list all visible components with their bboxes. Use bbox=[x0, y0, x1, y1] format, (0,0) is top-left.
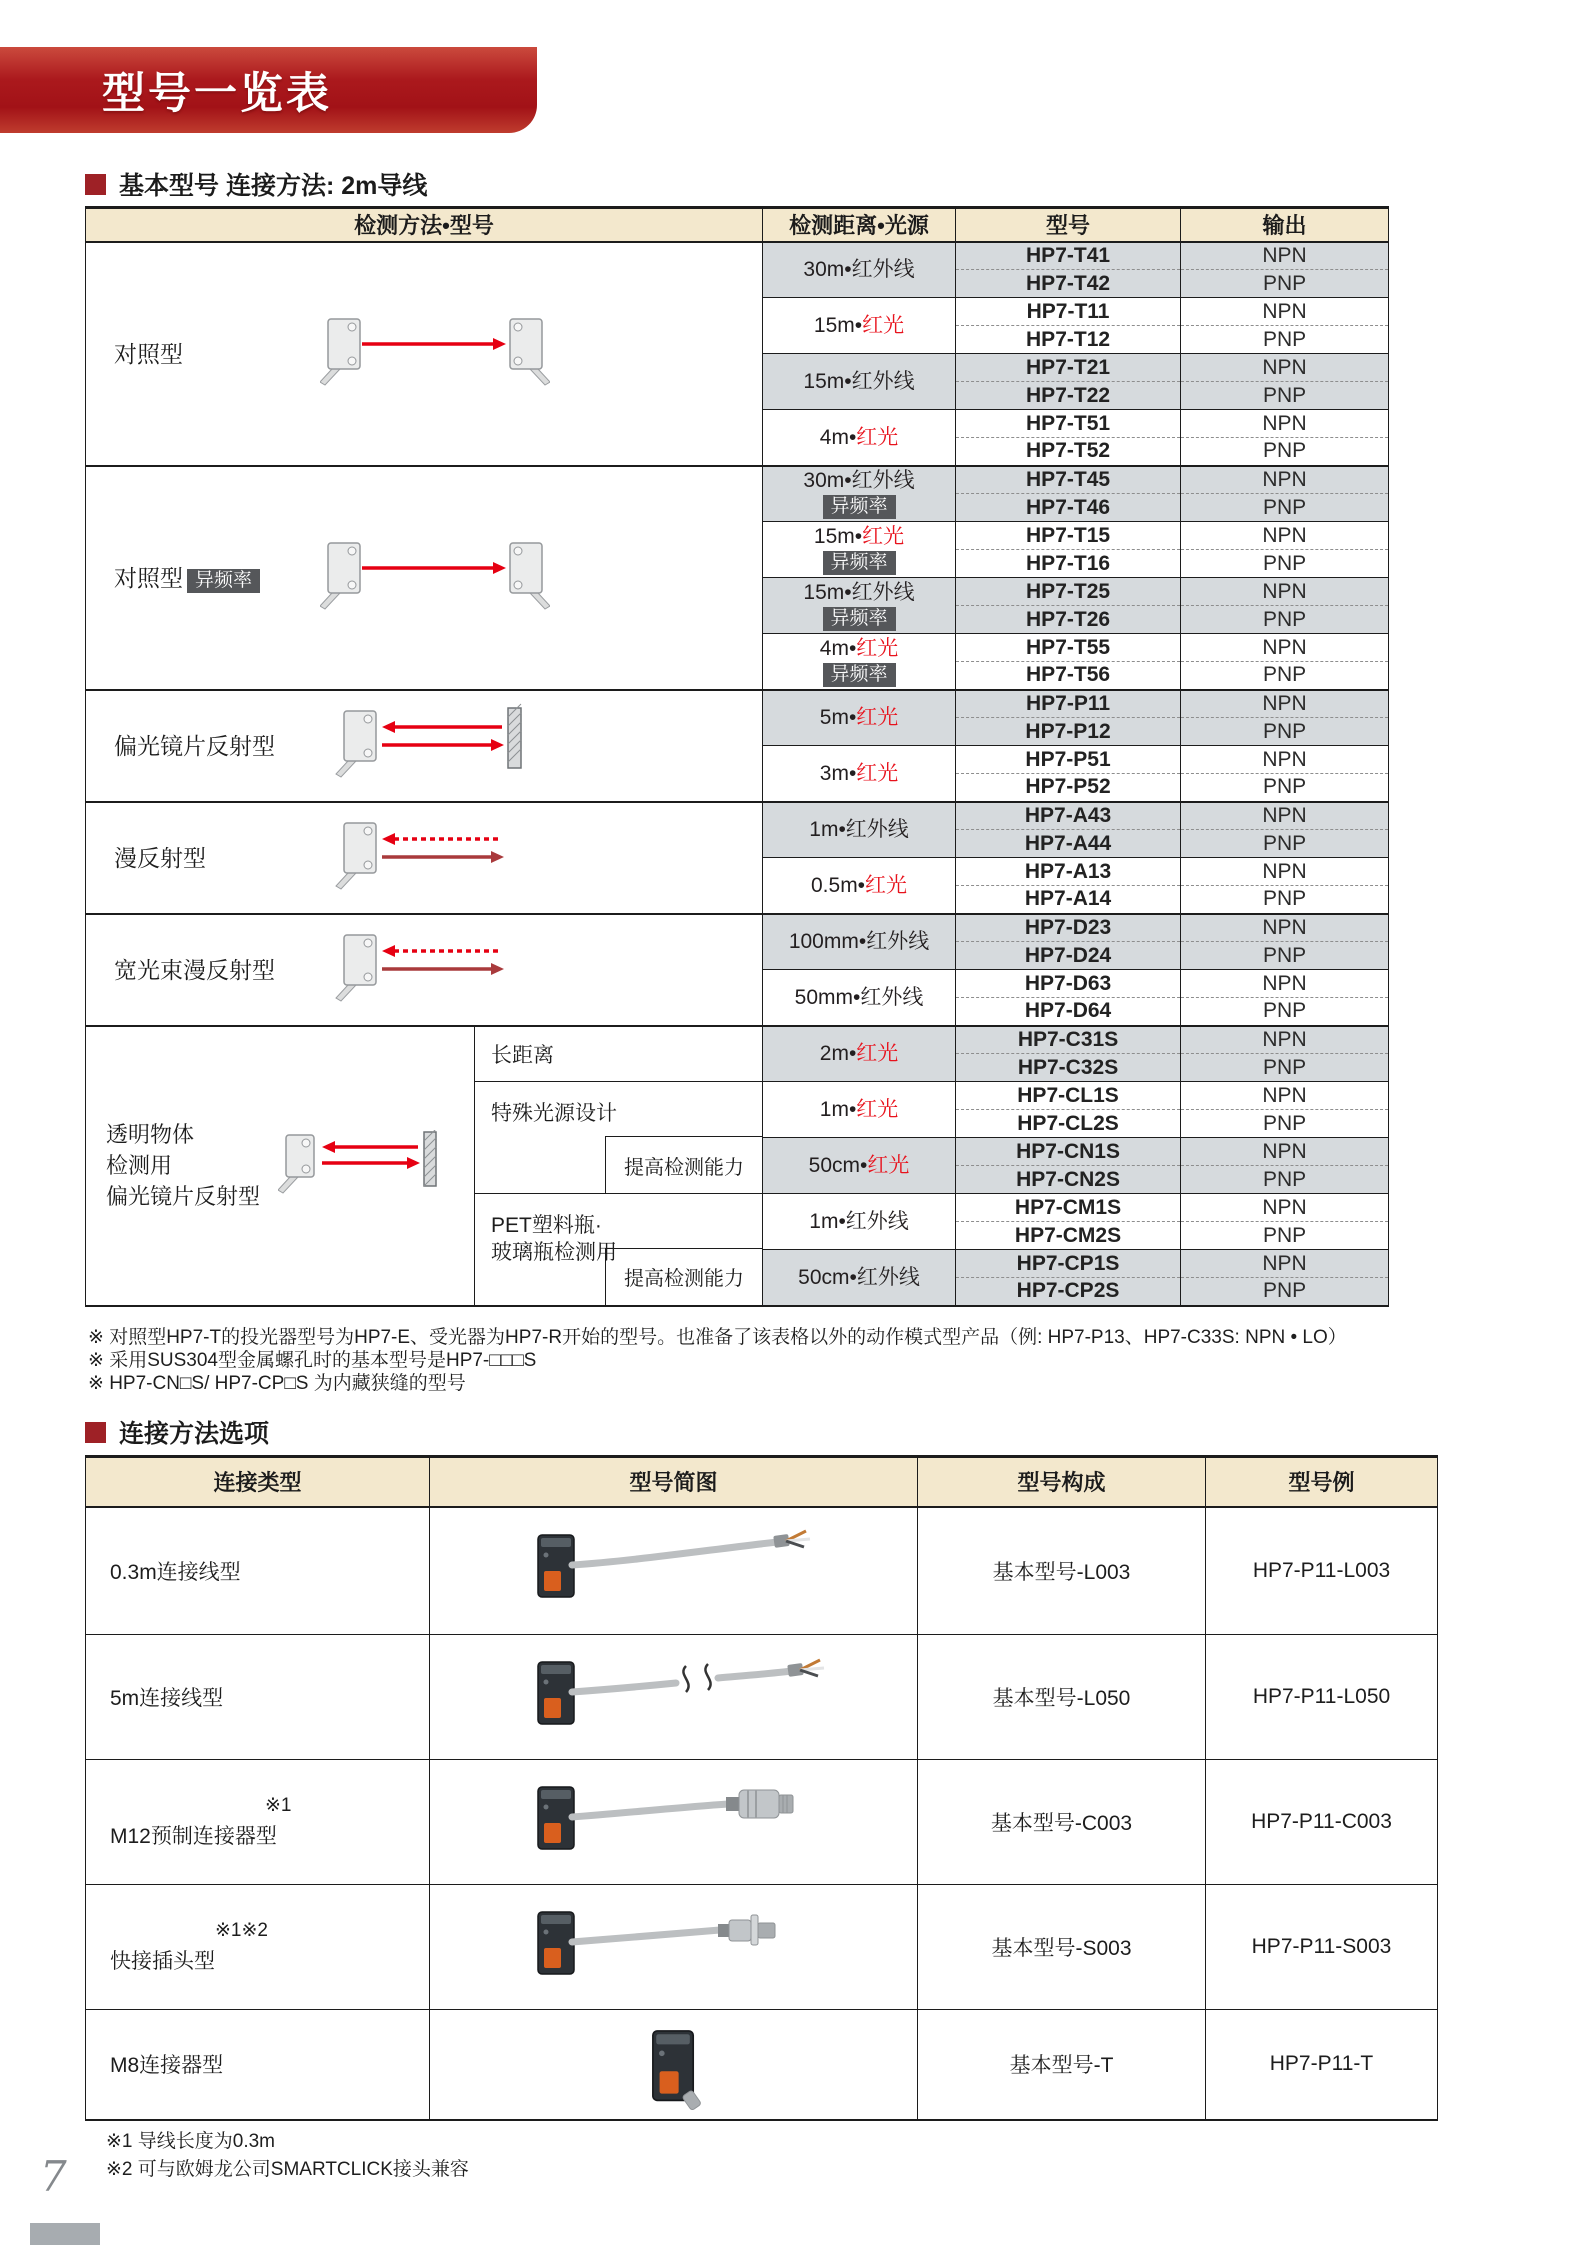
wire-ends bbox=[773, 1531, 810, 1548]
col-header-model: 型号 bbox=[956, 208, 1181, 242]
frequency-badge: 异频率 bbox=[823, 495, 896, 519]
model-cell: HP7-T42 bbox=[956, 270, 1181, 298]
retroreflective-diagram bbox=[320, 703, 550, 783]
connection-type-cell: ※1 M12预制连接器型 bbox=[86, 1760, 430, 1885]
model-cell: HP7-T46 bbox=[956, 494, 1181, 522]
through-beam-diagram bbox=[320, 311, 550, 391]
output-cell: NPN bbox=[1181, 746, 1389, 774]
connection-options-table bbox=[85, 1455, 1438, 2121]
output-cell: NPN bbox=[1181, 690, 1389, 718]
note-line: ※ 对照型HP7-T的投光器型号为HP7-E、受光器为HP7-R开始的型号。也准备了该表格以外的动作模式型产品（例: HP7-P13、HP7-C33S: NPN • LO） bbox=[88, 1327, 1347, 1348]
distance-cell: 2m•红光 bbox=[763, 1026, 956, 1082]
sensor-glyph bbox=[320, 543, 360, 609]
section-bullet-icon bbox=[85, 1422, 106, 1443]
table-row bbox=[86, 802, 1389, 830]
model-cell: HP7-T12 bbox=[956, 326, 1181, 354]
product-photo-m12 bbox=[514, 1771, 834, 1869]
output-cell: PNP bbox=[1181, 1222, 1389, 1250]
output-cell: PNP bbox=[1181, 550, 1389, 578]
model-cell: HP7-C31S bbox=[956, 1026, 1181, 1054]
reflector-glyph bbox=[424, 1130, 436, 1186]
table1-header-row bbox=[86, 208, 1389, 242]
connection-row bbox=[86, 1507, 1438, 1635]
distance-cell: 15m•红外线 异频率 bbox=[763, 578, 956, 634]
diffuse-diagram bbox=[320, 815, 550, 895]
table1-notes bbox=[88, 1326, 1347, 1395]
sensor-photo-body bbox=[538, 1787, 574, 1849]
connection-row bbox=[86, 2010, 1438, 2120]
distance-cell: 50mm•红外线 bbox=[763, 970, 956, 1026]
model-composition-cell: 基本型号-L050 bbox=[918, 1635, 1206, 1760]
method-cell: 透明物体 检测用 偏光镜片反射型 bbox=[86, 1026, 475, 1306]
distance-cell: 4m•红光 异频率 bbox=[763, 634, 956, 690]
model-diagram-cell bbox=[430, 1635, 918, 1760]
model-cell: HP7-A14 bbox=[956, 886, 1181, 914]
model-cell: HP7-T41 bbox=[956, 242, 1181, 270]
distance-cell: 15m•红光 bbox=[763, 298, 956, 354]
sensor-glyph bbox=[510, 543, 550, 609]
distance-cell: 0.5m•红光 bbox=[763, 858, 956, 914]
output-cell: NPN bbox=[1181, 410, 1389, 438]
output-cell: NPN bbox=[1181, 1082, 1389, 1110]
distance-cell: 1m•红外线 bbox=[763, 802, 956, 858]
col-header-output: 输出 bbox=[1181, 208, 1389, 242]
distance-cell: 50cm•红外线 bbox=[763, 1250, 956, 1306]
enhanced-capability-cell: 提高检测能力 bbox=[605, 1136, 762, 1193]
sensor-glyph bbox=[510, 319, 550, 385]
model-cell: HP7-T25 bbox=[956, 578, 1181, 606]
model-example-cell: HP7-P11-C003 bbox=[1206, 1760, 1438, 1885]
footnote-ref: ※1※2 bbox=[215, 1920, 268, 1941]
sensor-photo-body bbox=[652, 2031, 692, 2100]
product-photo-snap bbox=[514, 1896, 834, 1994]
connection-type-cell: 5m连接线型 bbox=[86, 1635, 430, 1760]
table2-header-row bbox=[86, 1457, 1438, 1507]
output-cell: PNP bbox=[1181, 270, 1389, 298]
page-banner bbox=[0, 47, 537, 133]
model-composition-cell: 基本型号-S003 bbox=[918, 1885, 1206, 2010]
model-cell: HP7-CM1S bbox=[956, 1194, 1181, 1222]
output-cell: NPN bbox=[1181, 1194, 1389, 1222]
output-cell: NPN bbox=[1181, 1138, 1389, 1166]
output-cell: PNP bbox=[1181, 942, 1389, 970]
model-diagram-cell bbox=[430, 1885, 918, 2010]
model-cell: HP7-C32S bbox=[956, 1054, 1181, 1082]
snap-connector bbox=[718, 1915, 775, 1945]
model-example-cell: HP7-P11-L050 bbox=[1206, 1635, 1438, 1760]
output-cell: NPN bbox=[1181, 298, 1389, 326]
output-cell: NPN bbox=[1181, 466, 1389, 494]
feature-cell: 长距离 bbox=[475, 1026, 763, 1082]
model-cell: HP7-CL2S bbox=[956, 1110, 1181, 1138]
table-row bbox=[86, 1026, 1389, 1054]
connection-row bbox=[86, 1760, 1438, 1885]
output-cell: NPN bbox=[1181, 858, 1389, 886]
method-cell: 漫反射型 bbox=[86, 802, 763, 914]
section-connection-options bbox=[85, 1414, 269, 1450]
model-cell: HP7-T51 bbox=[956, 410, 1181, 438]
sensor-photo-body bbox=[538, 1912, 574, 1974]
connection-row bbox=[86, 1885, 1438, 2010]
model-cell: HP7-CP2S bbox=[956, 1278, 1181, 1306]
output-cell: PNP bbox=[1181, 326, 1389, 354]
feature-cell: 特殊光源设计 提高检测能力 bbox=[475, 1082, 763, 1194]
frequency-badge: 异频率 bbox=[823, 663, 896, 687]
col-header-method: 检测方法•型号 bbox=[86, 208, 763, 242]
model-cell: HP7-T15 bbox=[956, 522, 1181, 550]
distance-cell: 5m•红光 bbox=[763, 690, 956, 746]
connection-type-cell: ※1※2 快接插头型 bbox=[86, 1885, 430, 2010]
output-cell: PNP bbox=[1181, 606, 1389, 634]
model-diagram-cell bbox=[430, 1760, 918, 1885]
distance-cell: 30m•红外线 异频率 bbox=[763, 466, 956, 522]
model-diagram-cell bbox=[430, 1507, 918, 1635]
wire-ends bbox=[787, 1660, 824, 1677]
output-cell: PNP bbox=[1181, 438, 1389, 466]
sensor-glyph bbox=[336, 823, 376, 889]
note-line: ※2 可与欧姆龙公司SMARTCLICK接头兼容 bbox=[106, 2159, 469, 2180]
model-cell: HP7-P51 bbox=[956, 746, 1181, 774]
section-bullet-icon bbox=[85, 174, 106, 195]
model-cell: HP7-D63 bbox=[956, 970, 1181, 998]
model-cell: HP7-D64 bbox=[956, 998, 1181, 1026]
output-cell: PNP bbox=[1181, 998, 1389, 1026]
model-cell: HP7-T45 bbox=[956, 466, 1181, 494]
output-cell: PNP bbox=[1181, 382, 1389, 410]
sensor-glyph bbox=[336, 935, 376, 1001]
output-cell: NPN bbox=[1181, 1026, 1389, 1054]
model-diagram-cell bbox=[430, 2010, 918, 2120]
col-header-0: 连接类型 bbox=[86, 1457, 430, 1507]
output-cell: NPN bbox=[1181, 802, 1389, 830]
method-cell: 偏光镜片反射型 bbox=[86, 690, 763, 802]
model-cell: HP7-T56 bbox=[956, 662, 1181, 690]
sensor-photo-body bbox=[538, 1535, 574, 1597]
model-cell: HP7-P12 bbox=[956, 718, 1181, 746]
output-cell: PNP bbox=[1181, 774, 1389, 802]
model-cell: HP7-D24 bbox=[956, 942, 1181, 970]
enhanced-capability-cell: 提高检测能力 bbox=[605, 1248, 762, 1305]
model-cell: HP7-T22 bbox=[956, 382, 1181, 410]
product-photo-m8 bbox=[514, 2013, 834, 2111]
model-cell: HP7-A13 bbox=[956, 858, 1181, 886]
col-header-3: 型号例 bbox=[1206, 1457, 1438, 1507]
output-cell: NPN bbox=[1181, 578, 1389, 606]
table-row bbox=[86, 914, 1389, 942]
model-example-cell: HP7-P11-T bbox=[1206, 2010, 1438, 2120]
model-cell: HP7-CP1S bbox=[956, 1250, 1181, 1278]
output-cell: PNP bbox=[1181, 1278, 1389, 1306]
frequency-badge: 异频率 bbox=[823, 551, 896, 575]
table-row bbox=[86, 690, 1389, 718]
output-cell: NPN bbox=[1181, 354, 1389, 382]
output-cell: PNP bbox=[1181, 886, 1389, 914]
distance-cell: 50cm•红光 bbox=[763, 1138, 956, 1194]
note-line: ※ 采用SUS304型金属螺孔时的基本型号是HP7-□□□S bbox=[88, 1350, 537, 1371]
distance-cell: 100mm•红外线 bbox=[763, 914, 956, 970]
col-header-1: 型号简图 bbox=[430, 1457, 918, 1507]
note-line: ※1 导线长度为0.3m bbox=[106, 2131, 276, 2152]
output-cell: PNP bbox=[1181, 718, 1389, 746]
output-cell: PNP bbox=[1181, 1054, 1389, 1082]
distance-cell: 15m•红外线 bbox=[763, 354, 956, 410]
reflector-glyph bbox=[508, 704, 521, 768]
distance-cell: 1m•红外线 bbox=[763, 1194, 956, 1250]
model-cell: HP7-P11 bbox=[956, 690, 1181, 718]
model-composition-cell: 基本型号-T bbox=[918, 2010, 1206, 2120]
output-cell: PNP bbox=[1181, 830, 1389, 858]
model-cell: HP7-CN1S bbox=[956, 1138, 1181, 1166]
connection-type-cell: M8连接器型 bbox=[86, 2010, 430, 2120]
output-cell: NPN bbox=[1181, 1250, 1389, 1278]
model-example-cell: HP7-P11-S003 bbox=[1206, 1885, 1438, 2010]
table-row bbox=[86, 466, 1389, 494]
m12-connector bbox=[726, 1790, 793, 1818]
output-cell: PNP bbox=[1181, 494, 1389, 522]
method-cell: 宽光束漫反射型 bbox=[86, 914, 763, 1026]
page-title: 型号一览表 bbox=[102, 69, 332, 118]
section-title: 连接方法选项 bbox=[119, 1420, 270, 1448]
frequency-badge: 异频率 bbox=[187, 569, 260, 593]
product-photo-wire_break bbox=[514, 1646, 834, 1744]
output-cell: NPN bbox=[1181, 634, 1389, 662]
model-cell: HP7-CN2S bbox=[956, 1166, 1181, 1194]
method-cell: 对照型 bbox=[86, 242, 763, 466]
connection-type-cell: 0.3m连接线型 bbox=[86, 1507, 430, 1635]
table2-notes bbox=[106, 2128, 469, 2184]
output-cell: NPN bbox=[1181, 970, 1389, 998]
output-cell: PNP bbox=[1181, 1110, 1389, 1138]
model-cell: HP7-T21 bbox=[956, 354, 1181, 382]
table-row bbox=[86, 242, 1389, 270]
model-cell: HP7-T16 bbox=[956, 550, 1181, 578]
feature-cell: PET塑料瓶· 玻璃瓶检测用 提高检测能力 bbox=[475, 1194, 763, 1306]
distance-cell: 15m•红光 异频率 bbox=[763, 522, 956, 578]
connection-row bbox=[86, 1635, 1438, 1760]
page-number: 7 bbox=[40, 2152, 67, 2201]
distance-cell: 4m•红光 bbox=[763, 410, 956, 466]
sensor-glyph bbox=[278, 1135, 314, 1193]
section-basic-models bbox=[85, 166, 427, 202]
model-composition-cell: 基本型号-C003 bbox=[918, 1760, 1206, 1885]
model-cell: HP7-CL1S bbox=[956, 1082, 1181, 1110]
col-header-distance: 检测距离•光源 bbox=[763, 208, 956, 242]
output-cell: NPN bbox=[1181, 522, 1389, 550]
sensor-photo-body bbox=[538, 1662, 574, 1724]
model-cell: HP7-T26 bbox=[956, 606, 1181, 634]
footnote-ref: ※1 bbox=[265, 1795, 292, 1816]
distance-cell: 3m•红光 bbox=[763, 746, 956, 802]
model-cell: HP7-A44 bbox=[956, 830, 1181, 858]
method-cell: 对照型 异频率 bbox=[86, 466, 763, 690]
output-cell: PNP bbox=[1181, 1166, 1389, 1194]
model-cell: HP7-CM2S bbox=[956, 1222, 1181, 1250]
section-title: 基本型号 连接方法: 2m导线 bbox=[119, 172, 428, 200]
frequency-badge: 异频率 bbox=[823, 607, 896, 631]
model-cell: HP7-P52 bbox=[956, 774, 1181, 802]
model-cell: HP7-T55 bbox=[956, 634, 1181, 662]
model-composition-cell: 基本型号-L003 bbox=[918, 1507, 1206, 1635]
note-line: ※ HP7-CN□S/ HP7-CP□S 为内藏狭缝的型号 bbox=[88, 1373, 466, 1394]
page-edge-tab bbox=[30, 2223, 100, 2245]
output-cell: NPN bbox=[1181, 914, 1389, 942]
retroreflective-diagram bbox=[278, 1130, 458, 1196]
basic-models-table bbox=[85, 206, 1389, 1307]
distance-cell: 1m•红光 bbox=[763, 1082, 956, 1138]
col-header-2: 型号构成 bbox=[918, 1457, 1206, 1507]
output-cell: NPN bbox=[1181, 242, 1389, 270]
diffuse-diagram bbox=[320, 927, 550, 1007]
product-photo-wire bbox=[514, 1519, 834, 1617]
sensor-glyph bbox=[320, 319, 360, 385]
model-cell: HP7-A43 bbox=[956, 802, 1181, 830]
model-cell: HP7-T52 bbox=[956, 438, 1181, 466]
through-beam-diagram bbox=[320, 535, 550, 615]
distance-cell: 30m•红外线 bbox=[763, 242, 956, 298]
sensor-glyph bbox=[336, 711, 376, 777]
model-example-cell: HP7-P11-L003 bbox=[1206, 1507, 1438, 1635]
output-cell: PNP bbox=[1181, 662, 1389, 690]
model-cell: HP7-T11 bbox=[956, 298, 1181, 326]
model-cell: HP7-D23 bbox=[956, 914, 1181, 942]
